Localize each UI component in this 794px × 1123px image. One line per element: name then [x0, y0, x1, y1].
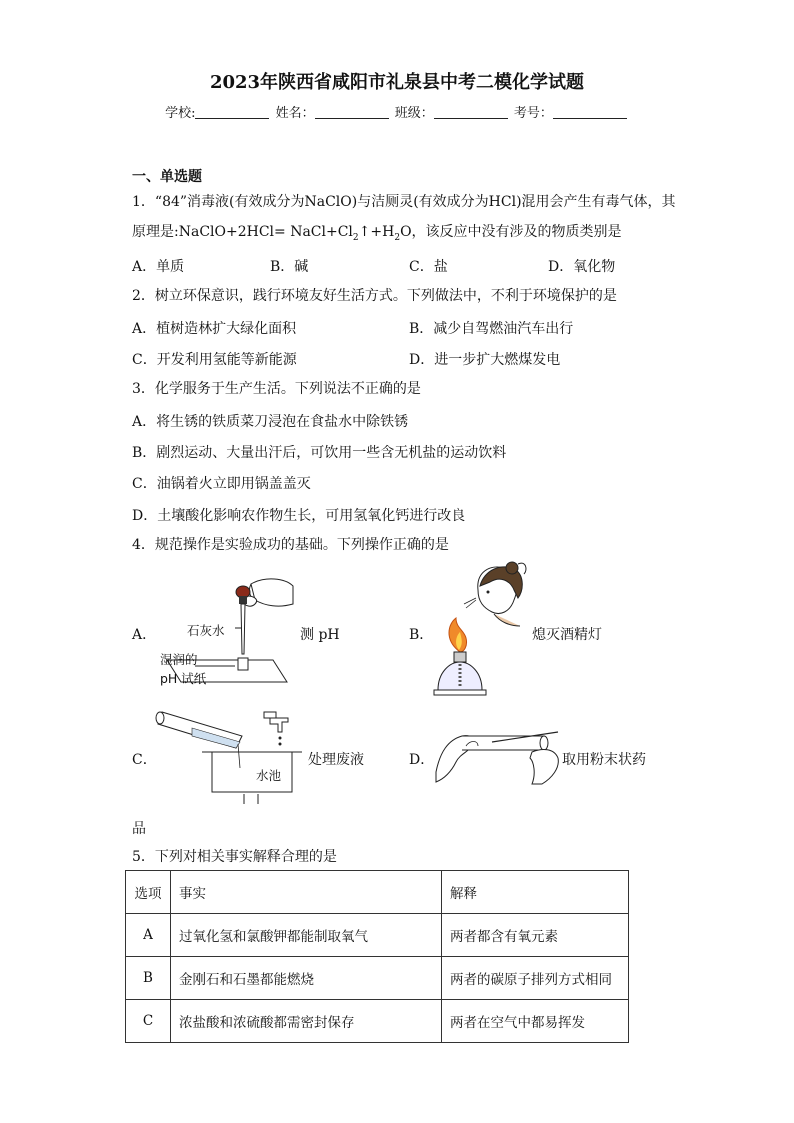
table-cell-fact: 金刚石和石墨都能燃烧	[171, 957, 442, 1000]
q1-stem-line1: 1．“84”消毒液(有效成分为NaClO)与洁厕灵(有效成分为HCl)混用会产生有毒气体，其	[132, 194, 676, 210]
table-cell-option: C	[126, 1000, 171, 1043]
q1-option-d[interactable]: D．氧化物	[548, 259, 616, 275]
table-cell-option: B	[126, 957, 171, 1000]
limewater-label: 石灰水	[187, 623, 225, 638]
class-blank[interactable]	[434, 106, 508, 119]
q4-stem: 4．规范操作是实验成功的基础。下列操作正确的是	[132, 537, 449, 553]
wet-paper-label-line1: 湿润的	[160, 652, 198, 667]
table-cell-fact: 浓盐酸和浓硫酸都需密封保存	[171, 1000, 442, 1043]
alcohol-lamp-figure	[430, 560, 530, 698]
sink-icon	[202, 744, 302, 804]
school-label: 学校:	[165, 106, 196, 121]
q4-option-c-letter[interactable]: C．	[132, 752, 157, 768]
table-header-explanation: 解释	[442, 871, 629, 914]
q1-sub-h2: 2	[394, 232, 401, 243]
q2-stem: 2．树立环保意识，践行环境友好生活方式。下列做法中，不利于环境保护的是	[132, 288, 617, 304]
school-blank[interactable]	[195, 106, 269, 119]
student-info-line	[0, 102, 794, 121]
q2-option-a[interactable]: A．植树造林扩大绿化面积	[132, 321, 297, 337]
table-cell-explanation: 两者的碳原子排列方式相同	[442, 957, 629, 1000]
q1-option-b[interactable]: B．碱	[270, 259, 309, 275]
table-row[interactable]	[126, 1000, 629, 1043]
q1-equation-suffix: O，该反应中没有涉及的物质类别是	[400, 224, 622, 240]
q3-option-a[interactable]: A．将生锈的铁质菜刀浸泡在食盐水中除铁锈	[132, 414, 409, 430]
pool-label: 水池	[256, 768, 282, 783]
hand-with-dropper-icon	[236, 579, 293, 654]
table-cell-option: A	[126, 914, 171, 957]
table-cell-explanation: 两者都含有氧元素	[442, 914, 629, 957]
table-header-option: 选项	[126, 871, 171, 914]
flame-icon	[449, 618, 467, 652]
q1-option-c[interactable]: C．盐	[409, 259, 448, 275]
q4-option-c-caption: 处理废液	[308, 752, 364, 768]
table-row[interactable]	[126, 957, 629, 1000]
q1-equation-prefix: 原理是:NaClO+2HCl=	[132, 224, 286, 240]
q2-option-b[interactable]: B．减少自驾燃油汽车出行	[409, 321, 574, 337]
wet-paper-label-line2: pH 试纸	[160, 671, 207, 686]
q1-equation-arrow: ↑+H	[358, 224, 395, 240]
q5-table	[125, 870, 629, 1043]
alcohol-lamp-icon	[434, 652, 486, 695]
exam-number-label: 考号：	[513, 106, 553, 121]
q2-option-c[interactable]: C．开发利用氢能等新能源	[132, 352, 297, 368]
exam-number-blank[interactable]	[553, 106, 627, 119]
faucet-icon	[264, 712, 288, 746]
test-tube-icon	[156, 712, 242, 748]
name-label: 姓名：	[275, 106, 315, 121]
q4-option-d-caption: 取用粉末状药	[562, 752, 646, 768]
table-cell-explanation: 两者在空气中都易挥发	[442, 1000, 629, 1043]
name-blank[interactable]	[315, 106, 389, 119]
powder-sampling-figure	[432, 722, 562, 786]
q3-option-d[interactable]: D．土壤酸化影响农作物生长，可用氢氧化钙进行改良	[132, 508, 466, 524]
q3-option-b[interactable]: B．剧烈运动、大量出汗后，可饮用一些含无机盐的运动饮料	[132, 445, 507, 461]
q4-option-a-caption: 测 pH	[300, 627, 340, 643]
q4-option-b-letter[interactable]: B．	[409, 627, 434, 643]
q1-stem-line2	[132, 222, 622, 248]
q3-option-c[interactable]: C．油锅着火立即用锅盖盖灭	[132, 476, 311, 492]
q4-option-d-letter[interactable]: D．	[409, 752, 435, 768]
class-label: 班级：	[394, 106, 434, 121]
table-cell-fact: 过氧化氢和氯酸钾都能制取氧气	[171, 914, 442, 957]
q2-option-d[interactable]: D．进一步扩大燃煤发电	[409, 352, 561, 368]
section-title-single-choice: 一、单选题	[132, 169, 202, 185]
q4-option-d-caption-wrap: 品	[132, 821, 146, 837]
q1-option-a[interactable]: A．单质	[132, 259, 185, 275]
hands-test-tube-icon	[436, 732, 558, 784]
table-header-fact: 事实	[171, 871, 442, 914]
q4-option-b-caption: 熄灭酒精灯	[532, 627, 602, 643]
page-title: 2023年陕西省咸阳市礼泉县中考二模化学试题	[209, 72, 585, 93]
q5-stem: 5．下列对相关事实解释合理的是	[132, 849, 337, 865]
q1-sub-cl2: 2	[352, 232, 359, 243]
q3-stem: 3．化学服务于生产生活。下列说法不正确的是	[132, 381, 421, 397]
q1-equation-nacl: NaCl+Cl	[290, 224, 353, 240]
girl-blowing-icon	[464, 562, 526, 626]
table-header-row	[126, 871, 629, 914]
q4-option-a-letter[interactable]: A．	[132, 627, 157, 643]
waste-liquid-figure	[152, 708, 302, 804]
table-row[interactable]	[126, 914, 629, 957]
